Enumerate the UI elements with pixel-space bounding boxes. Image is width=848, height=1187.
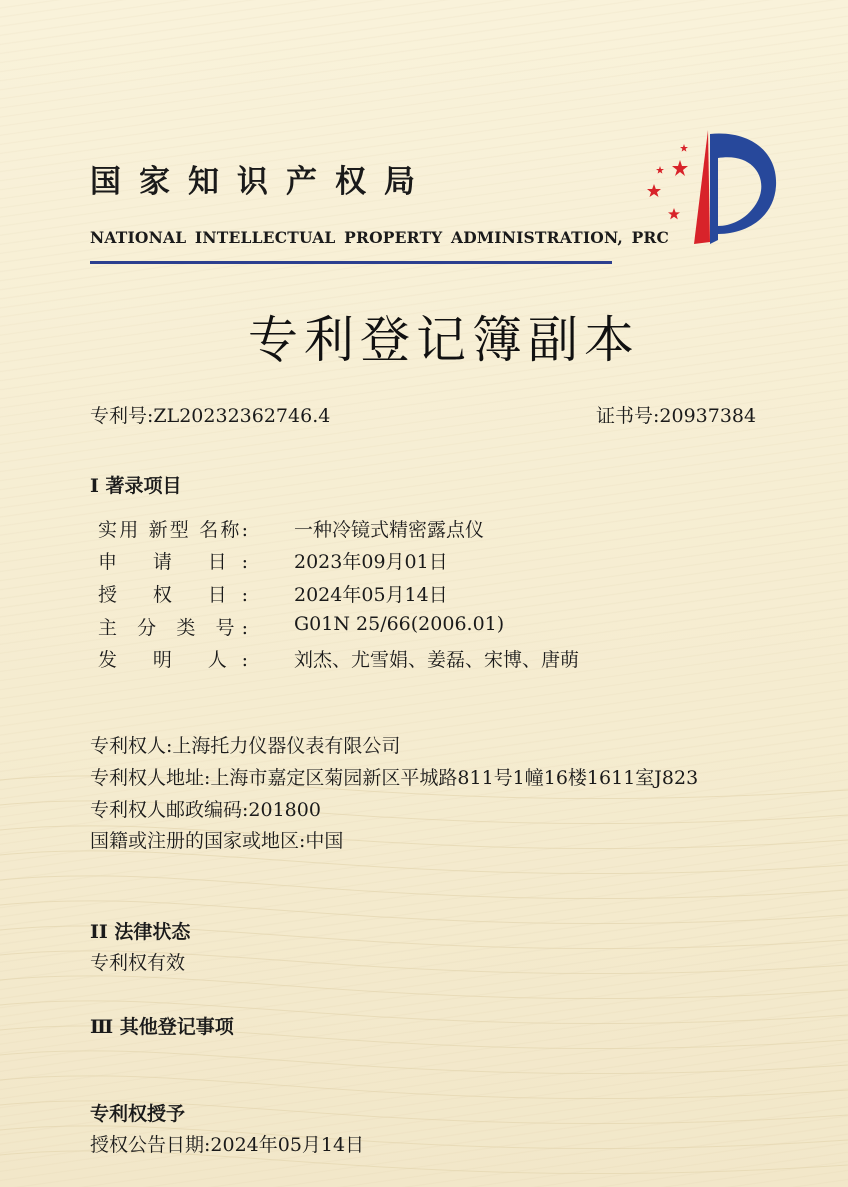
field-label: 发 明 人: <box>98 649 248 671</box>
document-title: 专利登记簿副本 <box>248 311 640 369</box>
patentee-postcode: 专利权人邮政编码:201800 <box>90 799 321 821</box>
field-value: 2023年09月01日 <box>294 551 448 573</box>
field-label: 授 权 日: <box>98 584 248 606</box>
field-row-name <box>98 515 485 542</box>
cnipa-logo-icon <box>638 122 778 247</box>
section-heading-bibliographic: I 著录项目 <box>90 475 182 497</box>
org-name-english: NATIONAL INTELLECTUAL PROPERTY ADMINISTRATION, PRC <box>90 228 670 247</box>
field-row-filing-date <box>98 547 448 574</box>
field-label: 主 分 类 号: <box>98 617 248 639</box>
org-name-chinese: 国家知识产权局 <box>90 164 433 200</box>
field-row-inventors <box>98 645 580 672</box>
field-label: 实用 新型 名称: <box>98 519 248 541</box>
field-value: 一种冷镜式精密露点仪 <box>294 519 485 541</box>
section-heading-legal-status: II 法律状态 <box>90 921 191 943</box>
patentee-address: 专利权人地址:上海市嘉定区菊园新区平城路811号1幢16楼1611室J823 <box>90 767 699 789</box>
grant-heading: 专利权授予 <box>90 1103 186 1125</box>
field-value: 2024年05月14日 <box>294 584 448 606</box>
section-heading-other-records: Ⅲ 其他登记事项 <box>90 1016 234 1038</box>
patentee-country: 国籍或注册的国家或地区:中国 <box>90 830 344 852</box>
field-label: 申 请 日: <box>98 551 248 573</box>
legal-status-value: 专利权有效 <box>90 952 186 974</box>
field-row-classification <box>98 613 505 640</box>
field-value: G01N 25/66(2006.01) <box>294 613 505 635</box>
patent-number: 专利号:ZL20232362746.4 <box>90 405 331 427</box>
field-row-grant-date <box>98 580 448 607</box>
certificate-number: 证书号:20937384 <box>596 405 757 427</box>
grant-announcement-date: 授权公告日期:2024年05月14日 <box>90 1134 365 1156</box>
patentee-name: 专利权人:上海托力仪器仪表有限公司 <box>90 735 401 757</box>
field-value: 刘杰、尤雪娟、姜磊、宋博、唐萌 <box>294 649 580 671</box>
header-divider <box>90 261 612 264</box>
